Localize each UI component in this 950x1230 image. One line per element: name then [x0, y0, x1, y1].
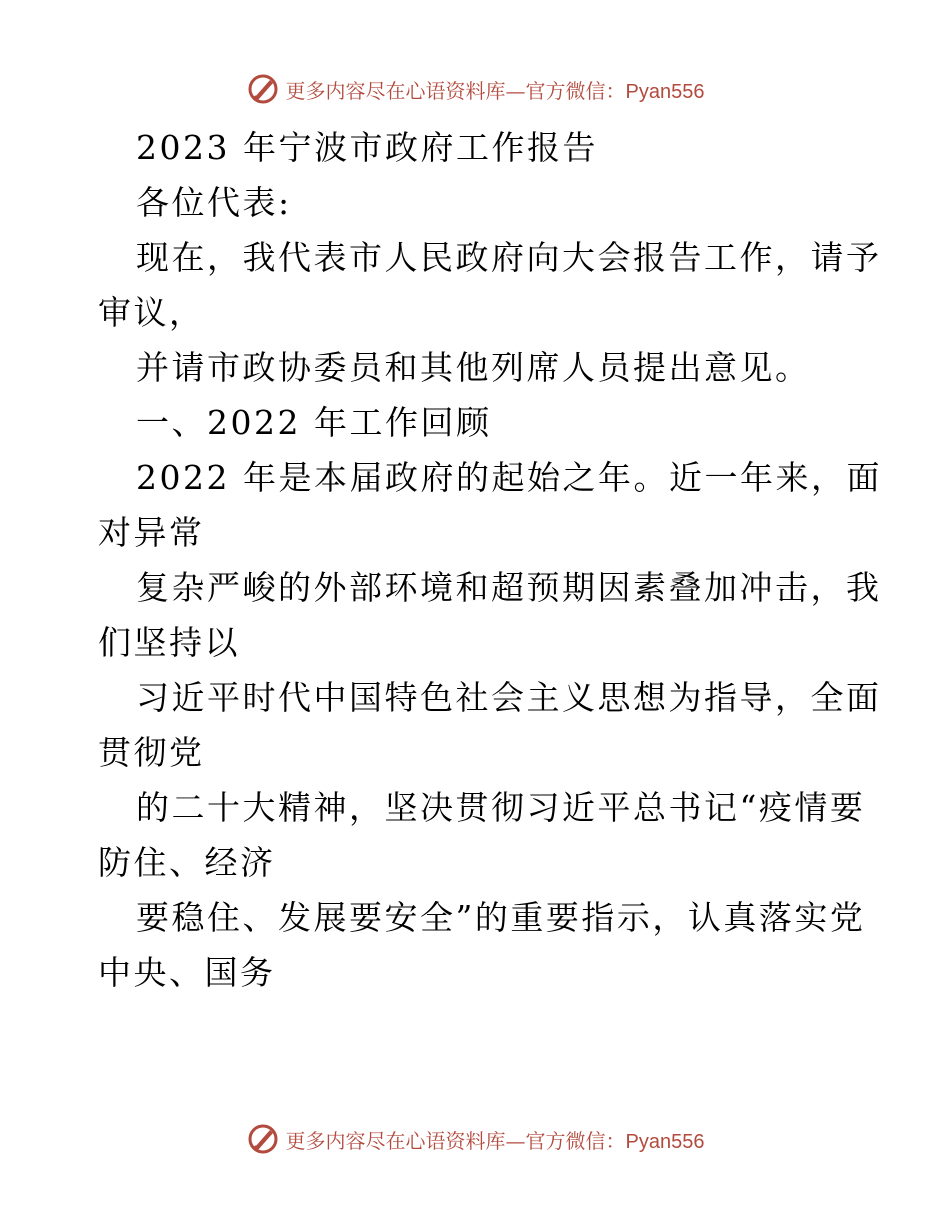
watermark-text: 更多内容尽在心语资料库—官方微信：Pyan556 [285, 78, 705, 103]
header-watermark [0, 72, 950, 106]
text-line: 一、2022 年工作回顾 [136, 403, 492, 442]
footer-watermark [0, 1122, 950, 1156]
watermark-text: 更多内容尽在心语资料库—官方微信：Pyan556 [285, 1128, 705, 1153]
text-line: 中央、国务 [98, 953, 276, 992]
watermark-wechat-id: Pyan556 [625, 1130, 705, 1153]
text-line: 2023 年宁波市政府工作报告 [136, 128, 598, 167]
watermark-wechat-id: Pyan556 [625, 80, 705, 103]
text-line: 贯彻党 [98, 733, 205, 772]
text-line: 防住、经济 [98, 843, 276, 882]
text-line: 要稳住、发展要安全”的重要指示，认真落实党 [136, 898, 866, 937]
document-body [98, 120, 882, 1000]
text-line: 复杂严峻的外部环境和超预期因素叠加冲击，我 [136, 568, 882, 607]
text-line: 的二十大精神，坚决贯彻习近平总书记“疫情要 [136, 788, 866, 827]
text-line: 并请市政协委员和其他列席人员提出意见。 [136, 348, 811, 387]
text-line: 现在，我代表市人民政府向大会报告工作，请予 [136, 238, 882, 277]
text-line: 各位代表: [136, 183, 292, 222]
text-line: 对异常 [98, 513, 205, 552]
text-line: 审议， [98, 293, 205, 332]
text-line: 2022 年是本届政府的起始之年。近一年来，面 [136, 458, 882, 497]
brush-logo-icon [246, 72, 280, 106]
brush-logo-icon [246, 1122, 280, 1156]
text-line: 们坚持以 [98, 623, 240, 662]
text-line: 习近平时代中国特色社会主义思想为指导，全面 [136, 678, 882, 717]
